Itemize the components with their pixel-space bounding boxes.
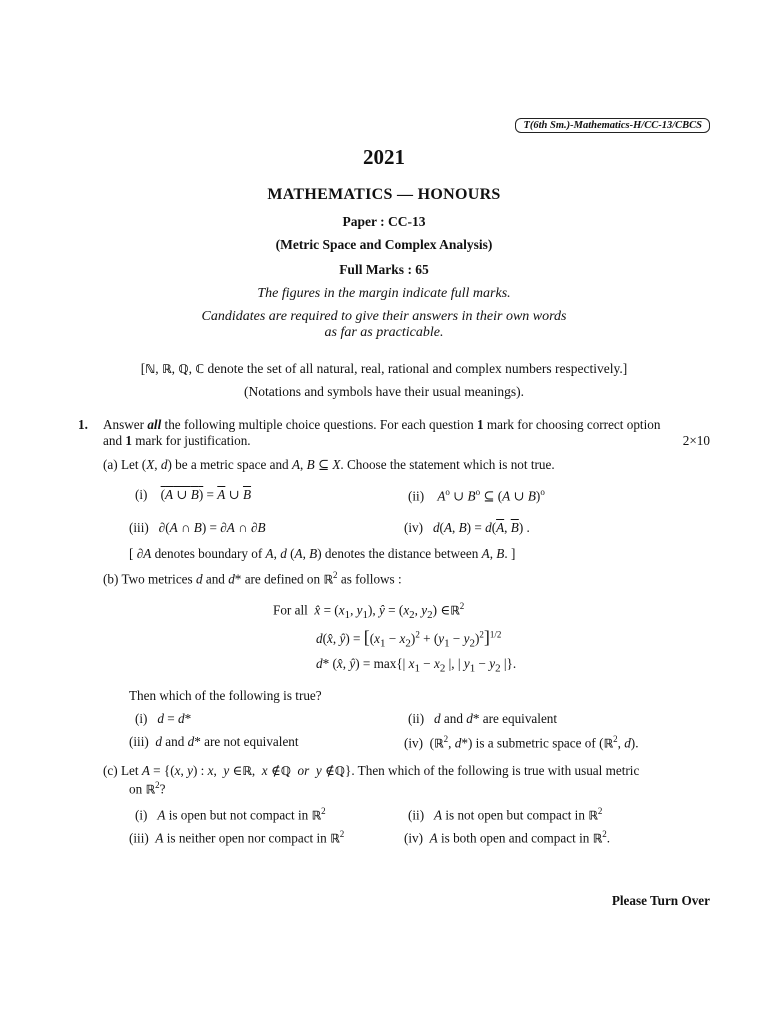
question-1c-stem-cont: on ℝ$^2$? — [129, 780, 166, 797]
question-1b-stem: (b) Two metrices d and d* are defined on ℝ$^2$ as follows : — [103, 570, 402, 587]
question-1b-then: Then which of the following is true? — [129, 688, 322, 703]
please-turn-over: Please Turn Over — [611, 893, 710, 908]
paper-code: T(6th Sm.)-Mathematics-H/CC-13/CBCS — [515, 118, 710, 133]
question-1b-option-iii: (iii) d and d* are not equivalent — [129, 734, 299, 749]
question-1-intro-cont: and 1 mark for justification. — [103, 433, 251, 448]
question-1c-option-iv: (iv) A is both open and compact in ℝ$^2$. — [404, 829, 611, 846]
number-sets-text: denote the set of all natural, real, rational and complex numbers respectively.] — [207, 361, 628, 376]
question-1c-option-ii: (ii) A is not open but compact in ℝ$^2$ — [408, 806, 603, 823]
question-1b-metric-dstar: d* (x̂, ŷ) = max{| $x_1 - x_2$ |, | $y_1 - y_2$ |}. — [316, 656, 517, 675]
question-1c-option-iii: (iii) A is neither open nor compact in ℝ$^2$ — [129, 829, 345, 846]
instruction-practicable: as far as practicable. — [324, 325, 444, 340]
paper-number: Paper : CC-13 — [342, 214, 426, 229]
question-1a-option-i: (i) (A ∪ $B) = \overline{A}$ ∪ $\overline{B}$ — [135, 487, 252, 502]
question-1b-for-all: For all x̂ = ($x_1$, $y_1$), ŷ = ($x_2$, $y_2$) ∈ℝ$^2$ — [273, 601, 465, 622]
notation-note: (Notations and symbols have their usual meanings). — [243, 384, 525, 399]
question-1a-option-iv: (iv) d(A, $B) = d(\overline{A}$, $\overline{B}$) . — [404, 520, 530, 535]
subject-title: MATHEMATICS — HONOURS — [267, 186, 501, 203]
question-1a-stem: (a) Let (X, d) be a metric space and A, B ⊆ X. Choose the statement which is not true. — [103, 457, 555, 472]
question-1c-option-i: (i) A is open but not compact in ℝ$^2$ — [135, 806, 326, 823]
question-1b-option-i: (i) d = d* — [135, 711, 192, 726]
number-sets-note: [ℕ, ℝ, ℚ, ℂ denote the set of all natural, real, rational and complex numbers respectively.] — [140, 361, 628, 376]
question-1b-option-ii: (ii) d and d* are equivalent — [408, 711, 558, 726]
question-1a-option-iii: (iii) ∂(A ∩ B) = ∂A ∩ ∂B — [129, 520, 266, 535]
full-marks: Full Marks : 65 — [339, 262, 429, 277]
question-1b-option-iv: (iv) (ℝ$^2$, d*) is a submetric space of (ℝ$^2$, d). — [404, 734, 639, 751]
question-1-marks: 2×10 — [682, 433, 710, 448]
instruction-own-words: Candidates are required to give their answers in their own words — [201, 309, 567, 324]
instruction-margin: The figures in the margin indicate full marks. — [257, 286, 511, 301]
paper-topic: (Metric Space and Complex Analysis) — [275, 237, 493, 252]
question-1b-metric-d: d(x̂, ŷ) = $[(x_1 - x_2)^2 + (y_1 - y_2)^2]^{1/2}$ — [316, 627, 502, 650]
question-1c-stem: (c) Let A = {(x, y) : x, y ∈ℝ, x ∉ℚ or y ∉ℚ}. Then which of the following is true with usual metric — [103, 763, 640, 778]
question-1-number: 1. — [78, 417, 88, 432]
question-1-intro: Answer all the following multiple choice questions. For each question 1 mark for choosing correct option — [103, 417, 661, 432]
question-1a-option-ii: (ii) $A^o$ ∪ $B^o$ ⊆ (A ∪ B)$^o$ — [408, 487, 545, 504]
question-1a-note: [ ∂A denotes boundary of A, d (A, B) denotes the distance between A, B. ] — [129, 546, 516, 561]
exam-year: 2021 — [363, 145, 405, 169]
